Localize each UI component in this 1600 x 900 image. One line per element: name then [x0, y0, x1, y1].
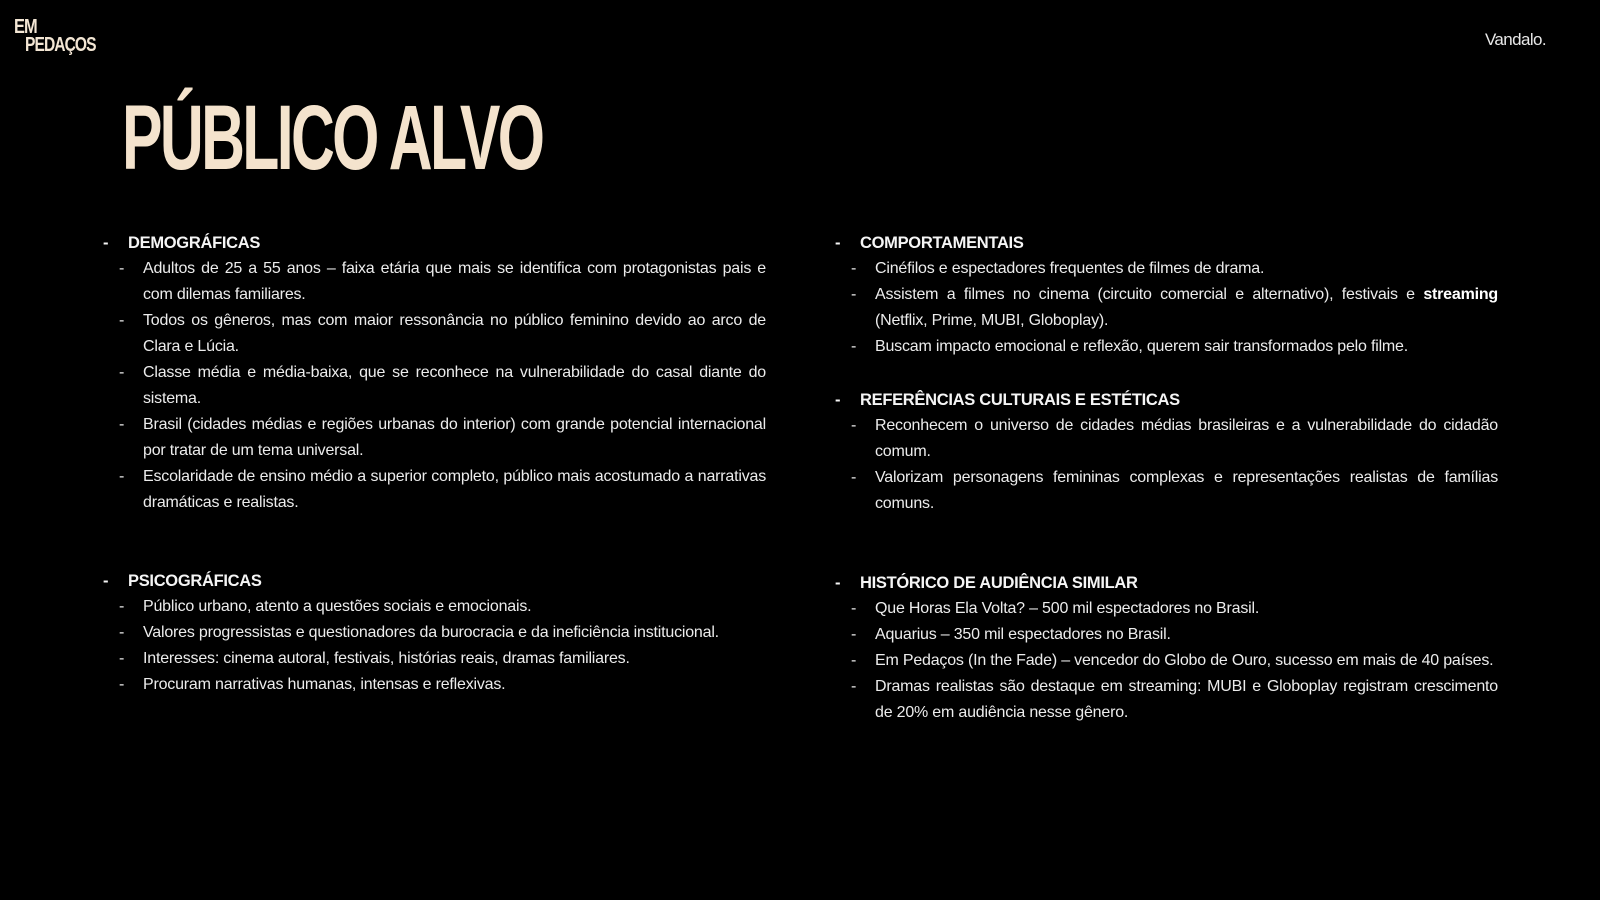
- item-text-bold: streaming: [1423, 286, 1498, 303]
- item-text: Adultos de 25 a 55 anos – faixa etária que mais se identifica com protagonistas pais e com dilemas familiares.: [143, 260, 766, 303]
- bullet-dash: -: [103, 234, 109, 252]
- list-item: [836, 413, 1498, 465]
- bullet-dash: -: [851, 678, 857, 695]
- section-historico: [836, 570, 1498, 726]
- bullet-dash: -: [851, 600, 857, 617]
- logo-line-2: PEDAÇOS: [25, 34, 96, 56]
- item-text: Aquarius – 350 mil espectadores no Brasil.: [875, 626, 1171, 643]
- item-text: Dramas realistas são destaque em streaming: MUBI e Globoplay registram crescimento de 20% em audiência nesse gênero.: [875, 678, 1498, 721]
- section-referencias: [836, 387, 1498, 517]
- item-text: [875, 282, 1498, 334]
- list-item: [104, 620, 766, 646]
- list-item: [836, 596, 1498, 622]
- logo-line-1: EM: [14, 16, 37, 38]
- bullet-dash: -: [835, 234, 841, 252]
- list-item: [104, 672, 766, 698]
- bullet-dash: -: [119, 364, 125, 381]
- heading-text: HISTÓRICO DE AUDIÊNCIA SIMILAR: [860, 574, 1138, 592]
- bullet-list: [836, 256, 1498, 360]
- bullet-dash: -: [119, 676, 125, 693]
- list-item: [104, 308, 766, 360]
- list-item: [104, 256, 766, 308]
- heading-text: DEMOGRÁFICAS: [128, 234, 261, 252]
- item-text: Escolaridade de ensino médio a superior completo, público mais acostumado a narrativas dramáticas e realistas.: [143, 468, 766, 511]
- item-text: Valores progressistas e questionadores da burocracia e da ineficiência institucional.: [143, 624, 719, 641]
- heading-text: REFERÊNCIAS CULTURAIS E ESTÉTICAS: [860, 391, 1180, 409]
- bullet-dash: -: [119, 468, 125, 485]
- bullet-dash: -: [851, 469, 857, 486]
- bullet-dash: -: [835, 574, 841, 592]
- heading-text: PSICOGRÁFICAS: [128, 572, 262, 590]
- section-heading: [836, 387, 1498, 413]
- bullet-dash: -: [851, 417, 857, 434]
- item-text-suffix: (Netflix, Prime, MUBI, Globoplay).: [875, 312, 1109, 329]
- bullet-dash: -: [119, 312, 125, 329]
- list-item: [104, 594, 766, 620]
- item-text: Procuram narrativas humanas, intensas e reflexivas.: [143, 676, 506, 693]
- bullet-list: [836, 596, 1498, 726]
- item-text: Brasil (cidades médias e regiões urbanas do interior) com grande potencial internacional por tratar de um tema universal.: [143, 416, 766, 459]
- list-item: [104, 412, 766, 464]
- bullet-list: [104, 256, 766, 516]
- bullet-dash: -: [851, 652, 857, 669]
- list-item: [836, 282, 1498, 334]
- bullet-dash: -: [851, 286, 857, 303]
- list-item: [836, 256, 1498, 282]
- bullet-dash: -: [119, 598, 125, 615]
- bullet-dash: -: [103, 572, 109, 590]
- section-heading: [104, 230, 766, 256]
- list-item: [104, 360, 766, 412]
- bullet-dash: -: [119, 650, 125, 667]
- item-text: Em Pedaços (In the Fade) – vencedor do Globo de Ouro, sucesso em mais de 40 países.: [875, 652, 1494, 669]
- item-text: Cinéfilos e espectadores frequentes de filmes de drama.: [875, 260, 1265, 277]
- list-item: [836, 334, 1498, 360]
- item-text: Valorizam personagens femininas complexas e representações realistas de famílias comuns.: [875, 469, 1498, 512]
- section-comportamentais: [836, 230, 1498, 360]
- list-item: [836, 648, 1498, 674]
- section-heading: [104, 568, 766, 594]
- item-text: Classe média e média-baixa, que se reconhece na vulnerabilidade do casal diante do sistema.: [143, 364, 766, 407]
- bullet-list: [836, 413, 1498, 517]
- item-text: Interesses: cinema autoral, festivais, histórias reais, dramas familiares.: [143, 650, 630, 667]
- section-heading: [836, 230, 1498, 256]
- list-item: [836, 674, 1498, 726]
- bullet-dash: -: [119, 260, 125, 277]
- bullet-dash: -: [119, 416, 125, 433]
- list-item: [104, 646, 766, 672]
- bullet-dash: -: [835, 391, 841, 409]
- bullet-dash: -: [851, 338, 857, 355]
- bullet-list: [104, 594, 766, 698]
- bullet-dash: -: [119, 624, 125, 641]
- vandalo-logo: Vandalo.: [1484, 30, 1546, 49]
- item-text: Reconhecem o universo de cidades médias brasileiras e a vulnerabilidade do cidadão comum.: [875, 417, 1498, 460]
- section-psicograficas: [104, 568, 766, 698]
- item-text: Público urbano, atento a questões sociais e emocionais.: [143, 598, 532, 615]
- item-text-prefix: Assistem a filmes no cinema (circuito comercial e alternativo), festivais e: [875, 286, 1415, 303]
- item-text: Buscam impacto emocional e reflexão, querem sair transformados pelo filme.: [875, 338, 1408, 355]
- section-heading: [836, 570, 1498, 596]
- list-item: [836, 622, 1498, 648]
- heading-text: COMPORTAMENTAIS: [860, 234, 1024, 252]
- item-text: Todos os gêneros, mas com maior ressonância no público feminino devido ao arco de Clara e Lúcia.: [143, 312, 766, 355]
- em-pedacos-logo: [14, 18, 116, 54]
- bullet-dash: -: [851, 626, 857, 643]
- list-item: [836, 465, 1498, 517]
- page-title: PÚBLICO ALVO: [122, 87, 543, 189]
- list-item: [104, 464, 766, 516]
- section-demograficas: [104, 230, 766, 516]
- item-text: Que Horas Ela Volta? – 500 mil espectadores no Brasil.: [875, 600, 1260, 617]
- bullet-dash: -: [851, 260, 857, 277]
